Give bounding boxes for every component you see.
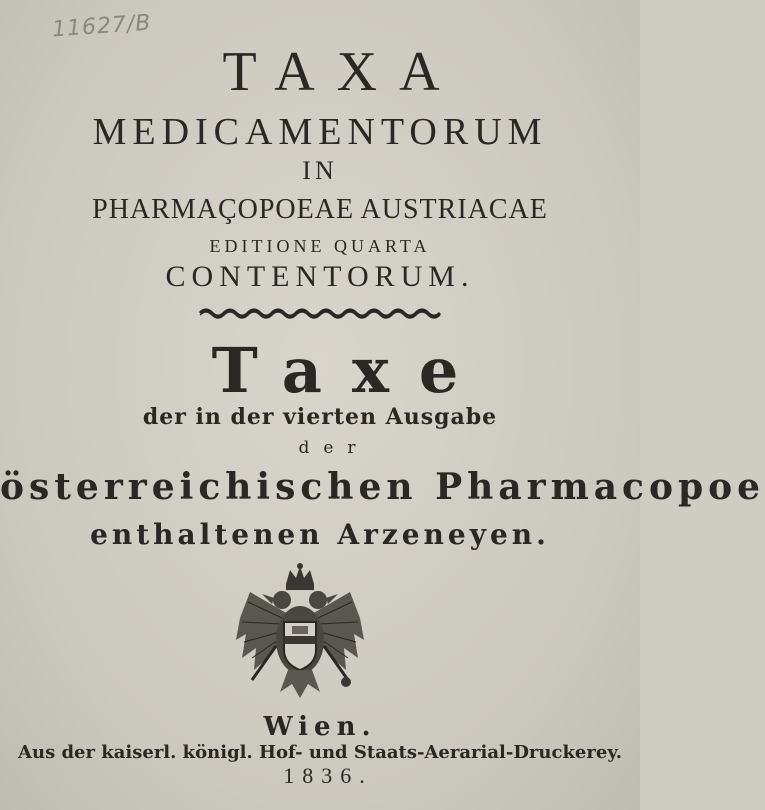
german-title: Taxe xyxy=(211,334,489,407)
main-title: TAXA xyxy=(222,41,462,103)
handwritten-shelfmark: 11627/B xyxy=(51,10,153,43)
german-line-3: österreichischen Pharmacopoe xyxy=(0,466,765,508)
german-line-1: der in der vierten Ausgabe xyxy=(142,404,498,430)
preposition-line: IN xyxy=(302,156,338,185)
german-line-4: enthaltenen Arzeneyen. xyxy=(90,518,550,551)
printer-imprint: Aus der kaiserl. königl. Hof- und Staats-Aerarial-Druckerey. xyxy=(18,742,622,763)
german-line-2: der xyxy=(298,438,370,458)
contentorum-line: CONTENTORUM. xyxy=(165,260,475,293)
subtitle: MEDICAMENTORUM xyxy=(92,111,548,153)
place-of-publication: Wien. xyxy=(263,712,377,742)
ornamental-rule xyxy=(198,306,442,320)
pharmacopoeia-line: PHARMAÇOPOEAE AUSTRIACAE xyxy=(92,194,548,225)
edition-line: EDITIONE QUARTA xyxy=(209,236,431,256)
publication-year: 1836. xyxy=(283,763,373,788)
imperial-eagle-emblem xyxy=(232,562,368,700)
